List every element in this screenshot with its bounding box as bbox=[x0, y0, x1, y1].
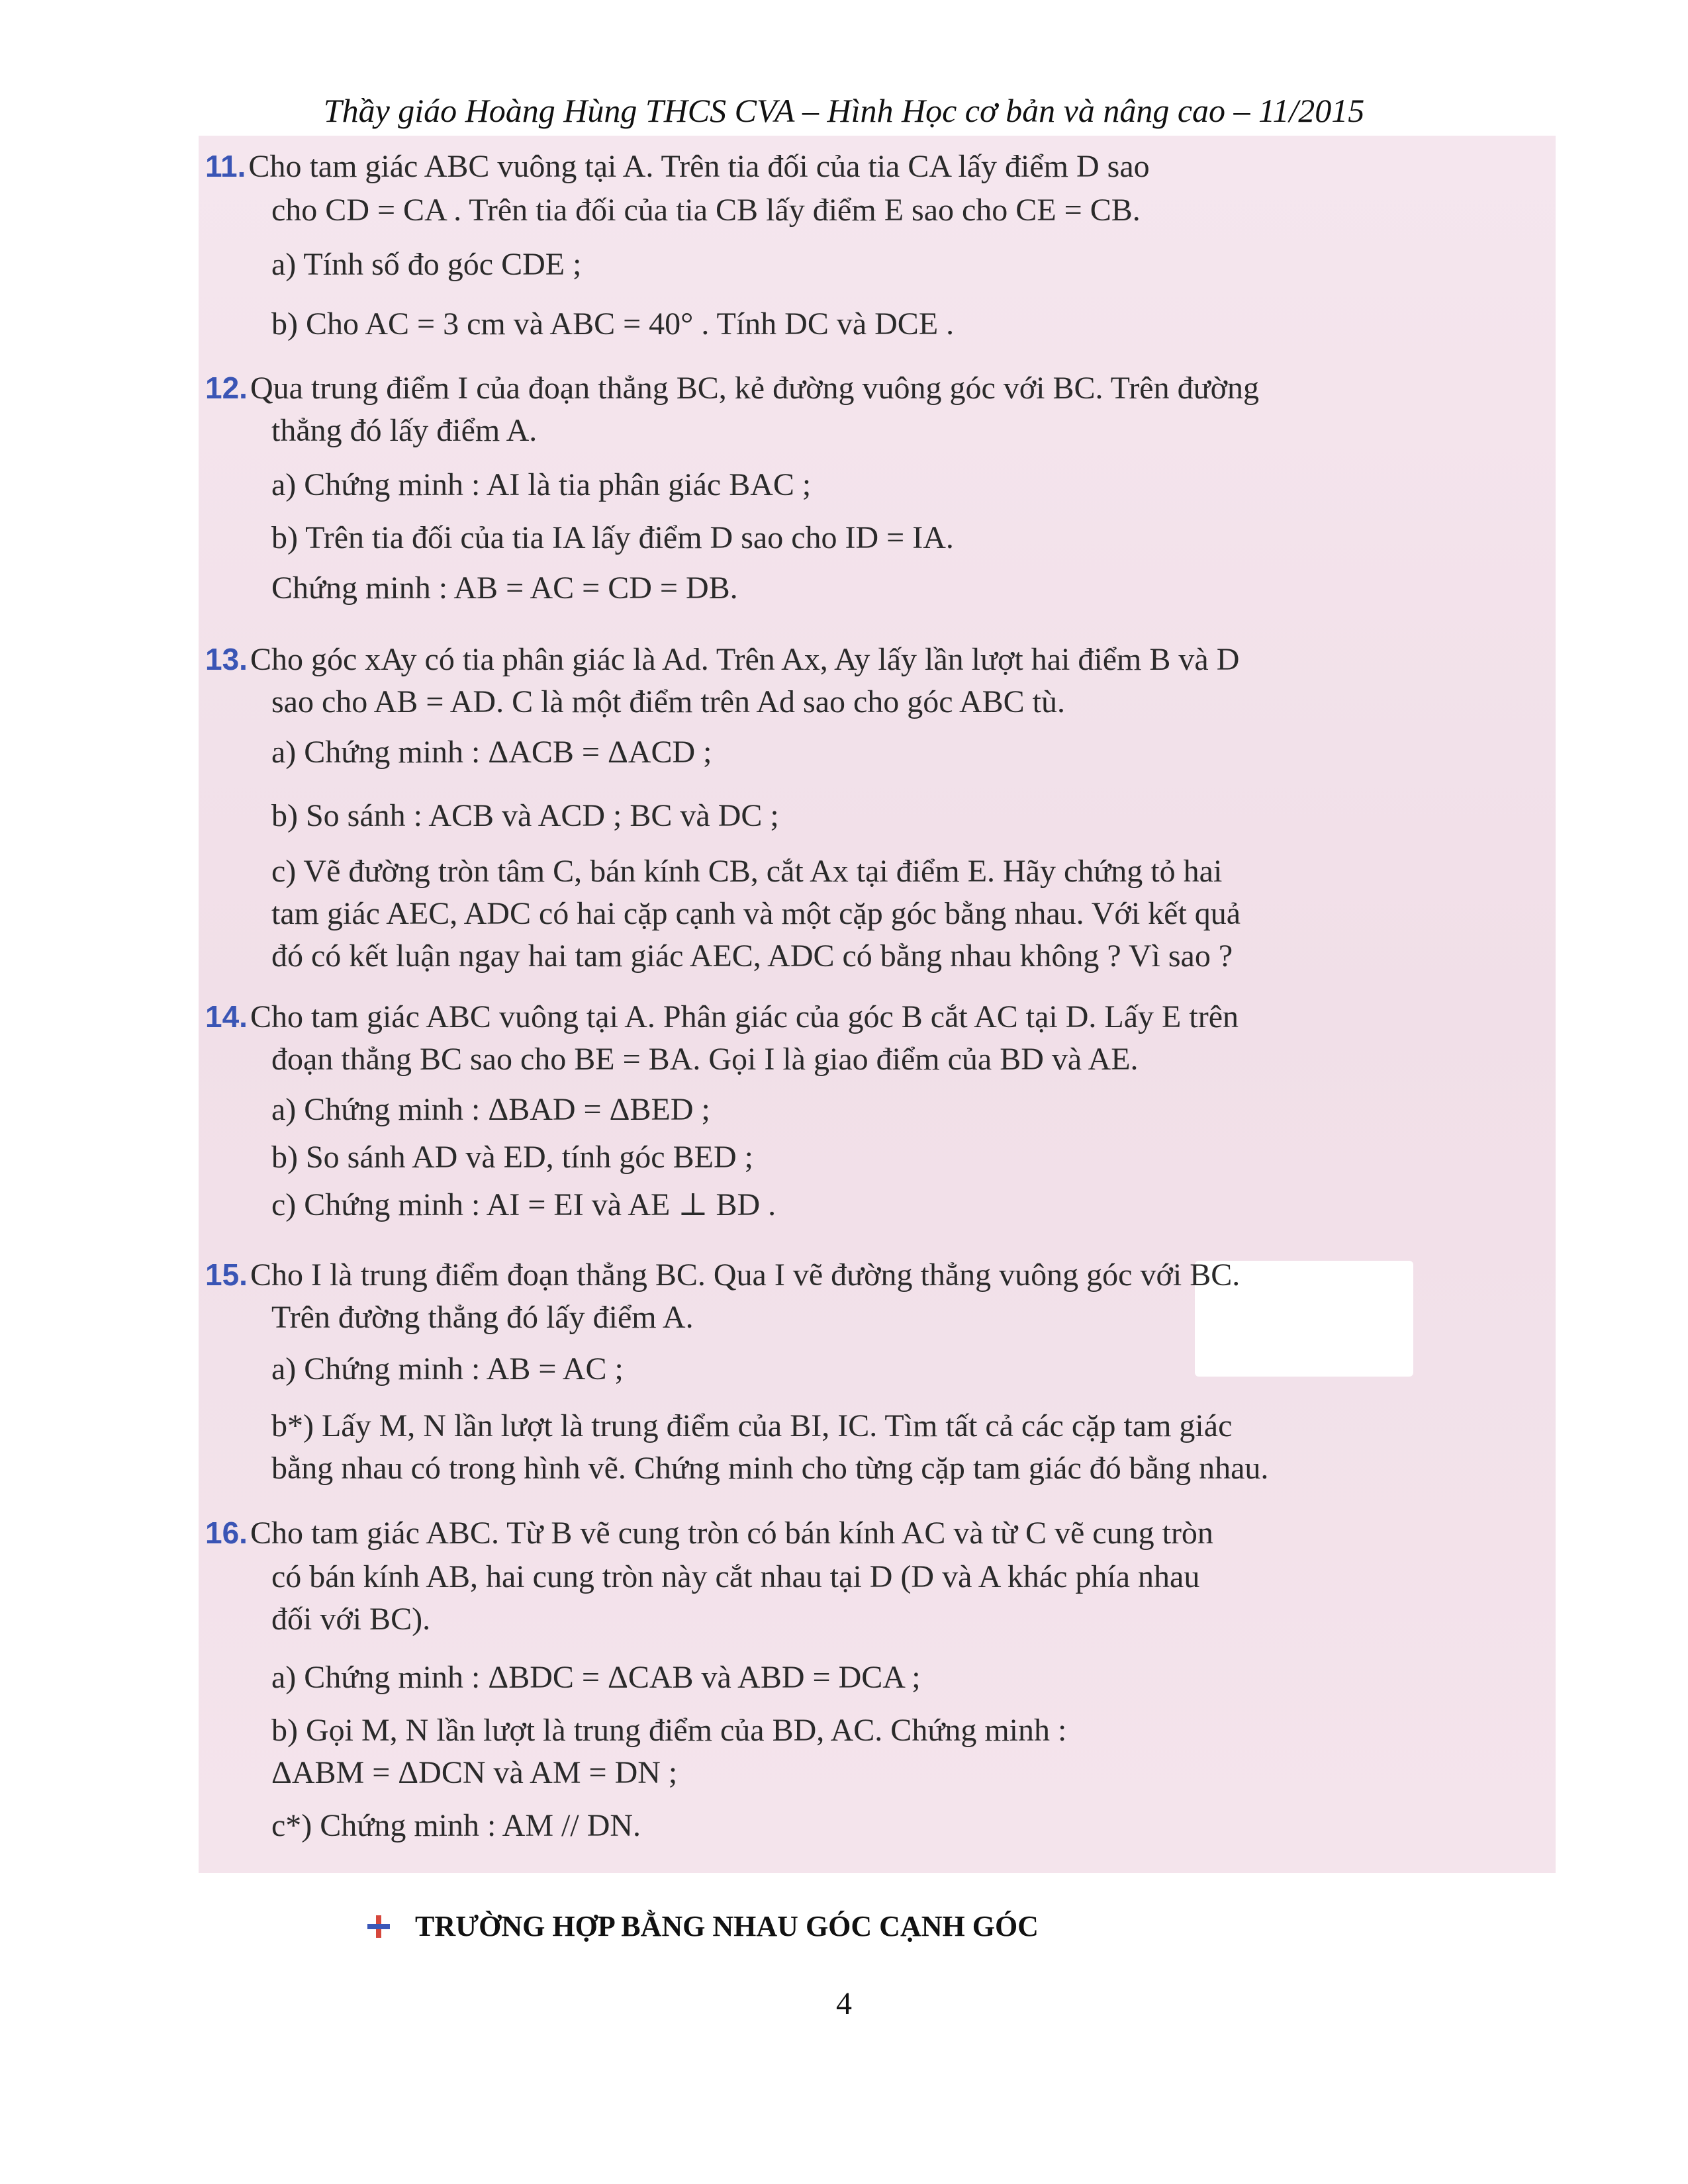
problem-line: a) Chứng minh : ΔBAD = ΔBED ; bbox=[271, 1092, 710, 1127]
problem-number: 11. bbox=[205, 149, 246, 183]
problem-number: 12. bbox=[205, 371, 248, 405]
problem-15 bbox=[205, 1254, 1536, 1489]
problem-14 bbox=[205, 996, 1536, 1226]
problem-16 bbox=[205, 1512, 1536, 1846]
problem-line: Cho tam giác ABC vuông tại A. Phân giác của góc B cắt AC tại D. Lấy E trên bbox=[250, 999, 1239, 1034]
problem-line: sao cho AB = AD. C là một điểm trên Ad sao cho góc ABC tù. bbox=[271, 684, 1065, 719]
problem-line: đó có kết luận ngay hai tam giác AEC, ADC có bằng nhau không ? Vì sao ? bbox=[271, 938, 1233, 974]
problem-line: a) Chứng minh : ΔACB = ΔACD ; bbox=[271, 735, 712, 770]
page-header: Thầy giáo Hoàng Hùng THCS CVA – Hình Học cơ bản và nâng cao – 11/2015 bbox=[323, 92, 1365, 129]
scanned-page bbox=[199, 136, 1556, 1873]
problem-11 bbox=[205, 146, 1536, 345]
problem-line: Qua trung điểm I của đoạn thẳng BC, kẻ đường vuông góc với BC. Trên đường bbox=[250, 371, 1259, 406]
problem-line: Chứng minh : AB = AC = CD = DB. bbox=[271, 570, 738, 606]
problem-line: b) So sánh AD và ED, tính góc BED ; bbox=[271, 1140, 753, 1175]
problem-number: 13. bbox=[205, 642, 248, 676]
problem-line: a) Chứng minh : ΔBDC = ΔCAB và ABD = DCA ; bbox=[271, 1660, 921, 1695]
problem-line: Cho tam giác ABC. Từ B vẽ cung tròn có bán kính AC và từ C vẽ cung tròn bbox=[250, 1516, 1213, 1551]
problem-line: a) Chứng minh : AB = AC ; bbox=[271, 1351, 624, 1387]
problem-line: bằng nhau có trong hình vẽ. Chứng minh cho từng cặp tam giác đó bằng nhau. bbox=[271, 1451, 1269, 1486]
problem-line: cho CD = CA . Trên tia đối của tia CB lấy điểm E sao cho CE = CB. bbox=[271, 193, 1141, 228]
plus-bullet-icon bbox=[367, 1915, 390, 1938]
problem-number: 16. bbox=[205, 1516, 248, 1550]
page-number: 4 bbox=[836, 1986, 852, 2021]
problem-line: c) Chứng minh : AI = EI và AE ⊥ BD . bbox=[271, 1187, 776, 1222]
problem-line: a) Chứng minh : AI là tia phân giác BAC ; bbox=[271, 467, 812, 502]
problem-line: c) Vẽ đường tròn tâm C, bán kính CB, cắt Ax tại điểm E. Hãy chứng tỏ hai bbox=[271, 854, 1223, 889]
problem-12 bbox=[205, 367, 1536, 609]
problem-line: b*) Lấy M, N lần lượt là trung điểm của BI, IC. Tìm tất cả các cặp tam giác bbox=[271, 1408, 1233, 1443]
problem-line: b) Trên tia đối của tia IA lấy điểm D sao cho ID = IA. bbox=[271, 520, 954, 555]
problem-line: Cho tam giác ABC vuông tại A. Trên tia đối của tia CA lấy điểm D sao bbox=[248, 149, 1150, 184]
problem-line: Cho góc xAy có tia phân giác là Ad. Trên Ax, Ay lấy lần lượt hai điểm B và D bbox=[250, 642, 1240, 677]
problem-line: ΔABM = ΔDCN và AM = DN ; bbox=[271, 1755, 678, 1790]
problem-line: c*) Chứng minh : AM // DN. bbox=[271, 1808, 641, 1843]
problem-line: tam giác AEC, ADC có hai cặp cạnh và một cặp góc bằng nhau. Với kết quả bbox=[271, 896, 1241, 931]
problem-line: a) Tính số đo góc CDE ; bbox=[271, 247, 582, 282]
problem-13 bbox=[205, 639, 1536, 977]
problem-list bbox=[199, 136, 1556, 1873]
problem-number: 14. bbox=[205, 999, 248, 1034]
problem-line: Trên đường thẳng đó lấy điểm A. bbox=[271, 1300, 694, 1335]
problem-line: đoạn thẳng BC sao cho BE = BA. Gọi I là giao điểm của BD và AE. bbox=[271, 1042, 1139, 1077]
problem-line: b) Gọi M, N lần lượt là trung điểm của BD, AC. Chứng minh : bbox=[271, 1713, 1067, 1748]
problem-number: 15. bbox=[205, 1257, 248, 1292]
problem-line: đối với BC). bbox=[271, 1602, 431, 1637]
section-heading bbox=[367, 1909, 1039, 1943]
problem-line: b) So sánh : ACB và ACD ; BC và DC ; bbox=[271, 798, 779, 833]
problem-line: Cho I là trung điểm đoạn thẳng BC. Qua I vẽ đường thẳng vuông góc với BC. bbox=[250, 1257, 1241, 1293]
problem-line: thẳng đó lấy điểm A. bbox=[271, 413, 538, 448]
problem-line: có bán kính AB, hai cung tròn này cắt nhau tại D (D và A khác phía nhau bbox=[271, 1559, 1200, 1594]
section-title: TRƯỜNG HỢP BẰNG NHAU GÓC CẠNH GÓC bbox=[415, 1910, 1039, 1942]
problem-line: b) Cho AC = 3 cm và ABC = 40° . Tính DC và DCE . bbox=[271, 306, 955, 341]
